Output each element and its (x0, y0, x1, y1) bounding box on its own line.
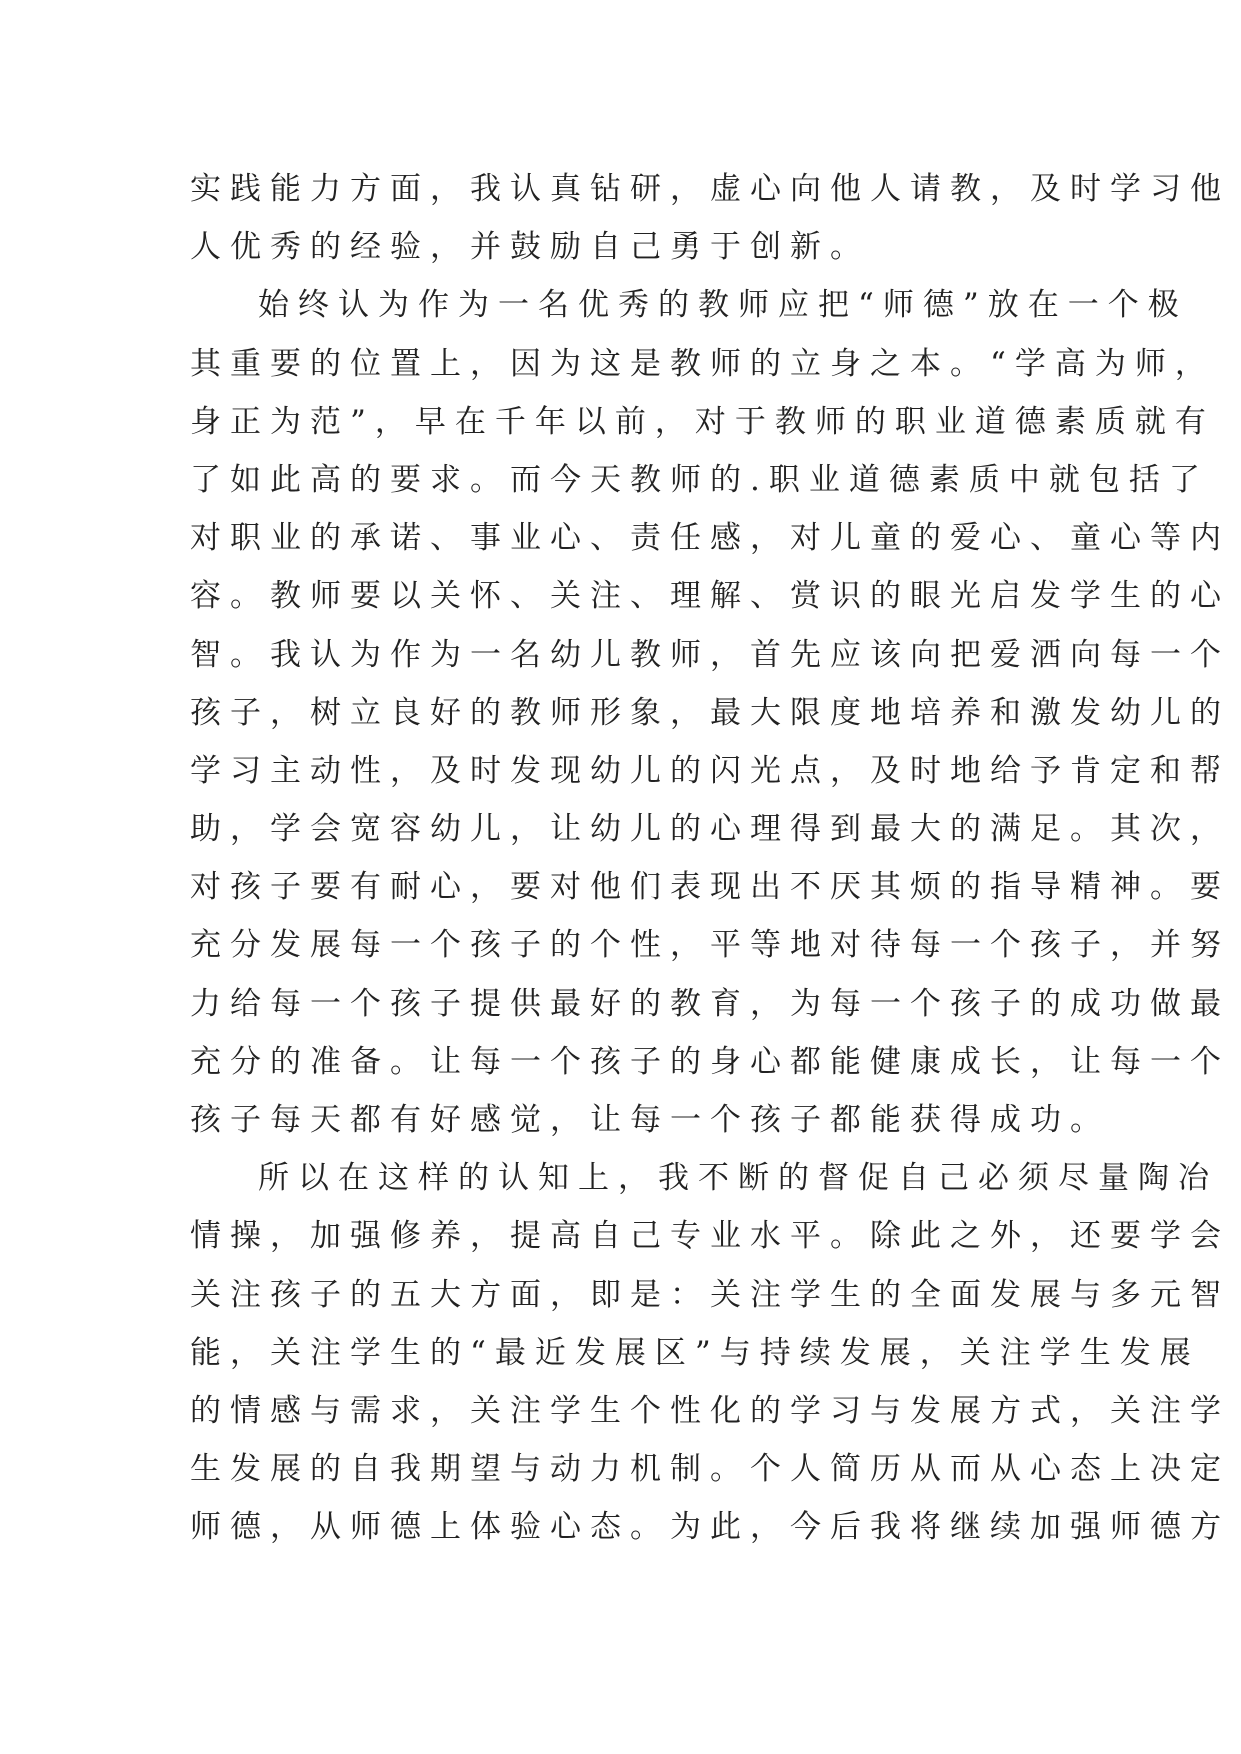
text-line: 对孩子要有耐心，要对他们表现出不厌其烦的指导精神。要 (190, 869, 1230, 906)
text-line: 对职业的承诺、事业心、责任感，对儿童的爱心、童心等内 (190, 520, 1230, 557)
text-line: 能，关注学生的“最近发展区”与持续发展，关注学生发展 (190, 1334, 1200, 1371)
text-line: 力给每一个孩子提供最好的教育，为每一个孩子的成功做最 (190, 985, 1230, 1022)
text-line: 智。我认为作为一名幼儿教师，首先应该向把爱洒向每一个 (190, 636, 1230, 673)
text-line: 的情感与需求，关注学生个性化的学习与发展方式，关注学 (190, 1392, 1230, 1429)
text-line: 师德，从师德上体验心态。为此，今后我将继续加强师德方 (190, 1509, 1230, 1546)
text-line: 关注孩子的五大方面，即是：关注学生的全面发展与多元智 (190, 1276, 1230, 1313)
paragraph-first-line: 始终认为作为一名优秀的教师应把“师德”放在一个极 (258, 287, 1188, 324)
text-line: 情操，加强修养，提高自己专业水平。除此之外，还要学会 (190, 1218, 1230, 1255)
text-line: 充分发展每一个孩子的个性，平等地对待每一个孩子，并努 (190, 927, 1230, 964)
text-line: 孩子每天都有好感觉，让每一个孩子都能获得成功。 (190, 1102, 1110, 1138)
paragraph-first-line: 所以在这样的认知上，我不断的督促自己必须尽量陶冶 (258, 1160, 1218, 1197)
text-line: 充分的准备。让每一个孩子的身心都能健康成长，让每一个 (190, 1043, 1230, 1080)
text-line: 孩子，树立良好的教师形象，最大限度地培养和激发幼儿的 (190, 694, 1230, 731)
text-line: 身正为范”，早在千年以前，对于教师的职业道德素质就有 (190, 403, 1215, 440)
text-line: 助，学会宽容幼儿，让幼儿的心理得到最大的满足。其次， (190, 811, 1230, 848)
text-line: 实践能力方面，我认真钻研，虚心向他人请教，及时学习他 (190, 171, 1230, 207)
text-line: 学习主动性，及时发现幼儿的闪光点，及时地给予肯定和帮 (190, 752, 1230, 789)
document-body (190, 160, 1230, 1557)
text-line: 其重要的位置上，因为这是教师的立身之本。“学高为师， (190, 345, 1215, 382)
text-line: 了如此高的要求。而今天教师的.职业道德素质中就包括了 (190, 461, 1209, 498)
text-line: 人优秀的经验，并鼓励自己勇于创新。 (190, 229, 870, 266)
text-line: 生发展的自我期望与动力机制。个人简历从而从心态上决定 (190, 1451, 1230, 1488)
text-line: 容。教师要以关怀、关注、理解、赏识的眼光启发学生的心 (190, 578, 1230, 615)
